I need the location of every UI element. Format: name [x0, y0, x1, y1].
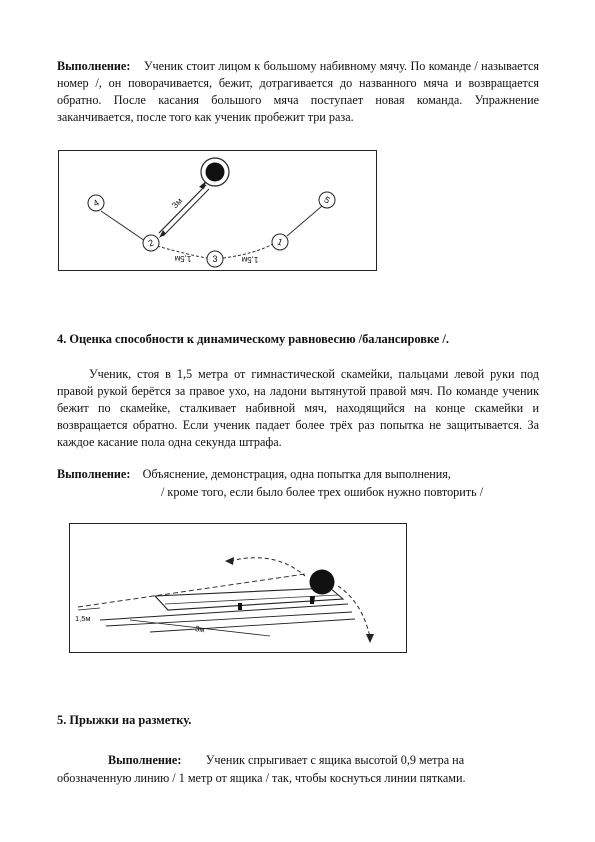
dist-big-label: 3м	[169, 195, 185, 211]
dist-right-label: 1,5м	[241, 255, 259, 264]
section3-paragraph	[57, 58, 539, 126]
section5-text2: обозначенную линию / 1 метр от ящика / так, чтобы коснуться линии пятками.	[57, 771, 466, 785]
section4-line2: / кроме того, если было более трех ошибок нужно повторить /	[161, 485, 484, 499]
connector-4-2	[101, 211, 145, 241]
medicine-ball	[310, 570, 335, 595]
dist-left-label: 1,5м	[174, 254, 192, 263]
section4-execution	[57, 466, 539, 483]
arrow-big-to-2	[159, 185, 206, 233]
big-ball	[206, 163, 225, 182]
floor-line-2	[106, 612, 352, 626]
bench-svg	[70, 524, 408, 654]
section4-label: Выполнение:	[57, 467, 131, 481]
bench-leg-end	[310, 596, 315, 604]
dist-start-label: 1,5м	[75, 614, 91, 623]
section5-label: Выполнение:	[108, 753, 182, 767]
ball-1-label: 1	[275, 236, 285, 248]
dist-bench-label: 3м	[194, 624, 206, 635]
section5-line1	[108, 752, 539, 769]
connector-1-5	[287, 206, 322, 236]
dim-start	[78, 608, 100, 610]
section5-text1: Ученик спрыгивает с ящика высотой 0,9 метра на	[205, 753, 465, 767]
section4-execution-cont	[161, 484, 541, 501]
section4-line1: Объяснение, демонстрация, одна попытка для выполнения,	[142, 467, 451, 481]
section3-label: Выполнение:	[57, 59, 131, 73]
section4-body-text: Ученик, стоя в 1,5 метра от гимнастической скамейки, пальцами левой руки под правой рукой берётся за правое ухо, на ладони вытянутой правой мяч. По команде ученик бежит по скамейке, сталкивает набивной мяч, находящийся на конце скамейки и возвращается обратно. Если ученик падает более трёх раз попытка не защитывается. За каждое касание пола одна секунда штрафа.	[57, 367, 539, 449]
section4-body	[57, 366, 539, 451]
ball-4-label: 4	[91, 197, 101, 209]
fall-arrowhead	[366, 634, 374, 643]
section5-heading: 5. Прыжки на разметку.	[57, 713, 192, 727]
ball-3-label: 3	[212, 254, 218, 264]
bench-diagram	[69, 523, 407, 653]
section3-text: Ученик стоит лицом к большому набивному мячу. По команде / называется номер /, он поворачивается, бежит, дотрагивается до названного мяча и возвращается обратно. После касания большого мяча поступает новая команда. Упражнение заканчивается, после того как ученик пробежит три раза.	[57, 59, 540, 124]
arrow-return	[163, 189, 209, 236]
ball-2-label: 2	[146, 237, 156, 249]
bench-leg-mid	[238, 603, 242, 610]
section5-line2	[57, 770, 539, 787]
fall-arrow	[338, 586, 370, 637]
section4-heading: 4. Оценка способности к динамическому равновесию /балансировке /.	[57, 332, 449, 346]
ball-layout-diagram	[58, 150, 377, 271]
ball-layout-svg	[59, 151, 378, 272]
return-arrowhead	[225, 557, 234, 565]
return-arc	[230, 558, 305, 576]
ball-5-label: 5	[322, 194, 332, 206]
